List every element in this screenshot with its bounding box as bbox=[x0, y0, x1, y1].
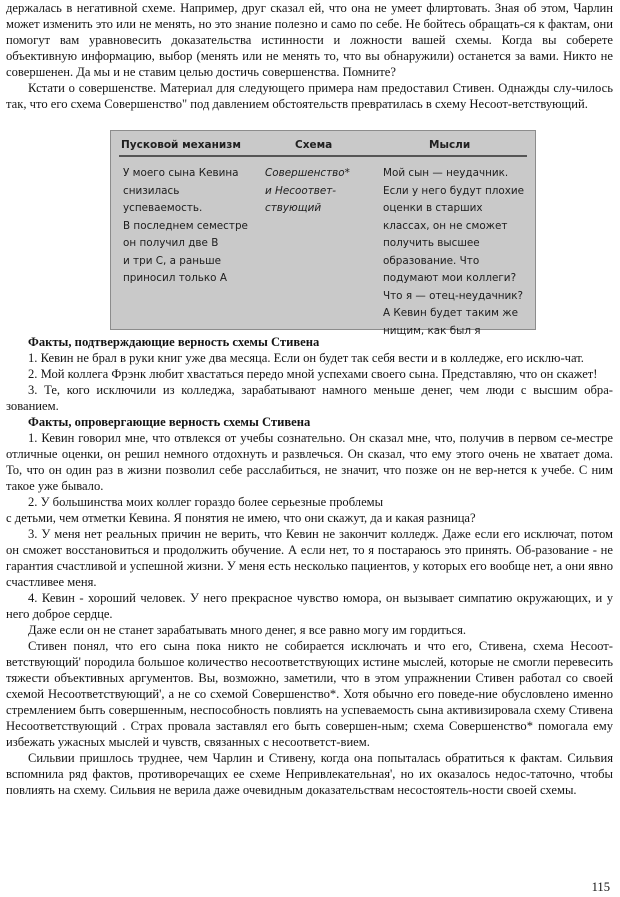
cell-line: и три С, а раньше bbox=[123, 254, 222, 267]
table-cell-thoughts bbox=[383, 165, 524, 340]
cell-line: У моего сына Кевина bbox=[123, 167, 239, 179]
paragraph: Сильвии пришлось труднее, чем Чарлин и Стивену, когда она попыталась обратиться к фактам. Сильвия вспомнила ряд фактов, противоречащих ее схеме Непривлекательная', но их оказалось недос-таточно, чтобы повлиять на схему. Сильвия не верила даже очевидным доказательствам несостоятель-ности своей схемы. bbox=[6, 751, 613, 797]
cell-line: ствующий bbox=[265, 202, 322, 214]
cell-line: А Кевин будет таким же bbox=[383, 307, 518, 319]
paragraph: Кстати о совершенстве. Материал для следующего примера нам предоставил Стивен. Однажды слу-чилось так, что его схема Совершенство" под давлением обстоятельств превратилась в схему Несоот-ветствующий. bbox=[6, 81, 613, 111]
cell-line: снизилась bbox=[123, 184, 180, 197]
cell-line: приносил только А bbox=[123, 272, 227, 284]
list-item: 1. Кевин говорил мне, что отвлекся от учебы сознательно. Он сказал мне, что, получив в первом се-местре отличные оценки, он решил немного отдохнуть и развлечься. Он сказал, что ему этого очень не хватает дома. То, что он один раз в жизни позволил себе расслабиться, не значит, что позже он не вер-нется к учебе. С ним такое уже бывало. bbox=[6, 431, 613, 493]
cell-line: он получил две В bbox=[123, 237, 219, 249]
cell-line: получить высшее bbox=[383, 237, 480, 249]
table-header-divider bbox=[119, 155, 527, 157]
list-item: 1. Кевин не брал в руки книг уже два месяца. Если он будет так себя вести и в колледже, его исклю-чат. bbox=[28, 351, 584, 365]
list-item: 2. У большинства моих коллег гораздо более серьезные проблемы bbox=[28, 495, 384, 509]
section-heading: Факты, опровергающие верность схемы Стивена bbox=[28, 415, 311, 429]
cell-line: Мой сын — неудачник. bbox=[383, 167, 509, 179]
cell-line: образование. Что bbox=[383, 254, 480, 267]
section-heading: Факты, подтверждающие верность схемы Стивена bbox=[28, 335, 320, 349]
top-text-block bbox=[6, 0, 613, 112]
cell-line: оценки в старших bbox=[383, 202, 483, 214]
cell-line: Если у него будут плохие bbox=[383, 184, 525, 197]
cell-line: Что я — отец-неудачник? bbox=[383, 289, 524, 302]
table-cell-scheme bbox=[265, 165, 350, 218]
cell-line: подумают мои коллеги? bbox=[383, 272, 517, 284]
table-header-trigger: Пусковой механизм bbox=[121, 139, 241, 151]
list-item: 3. У меня нет реальных причин не верить, что Кевин не закончит колледж. Даже если его исключат, потом он сможет восстановиться и продолжить обучение. А если нет, то я постараюсь это принять. Об-разование - не гарантия счастливой и успешной жизни. У меня есть несколько пациентов, у которых его вообще нет, а они явно счастливее меня. bbox=[6, 527, 613, 589]
cell-line: Совершенство* bbox=[265, 167, 350, 179]
paragraph: Даже если он не станет зарабатывать много денег, я все равно могу им гордиться. bbox=[28, 623, 467, 637]
table-cell-trigger bbox=[123, 165, 248, 288]
paragraph: Стивен понял, что его сына пока никто не собирается исключать и что его, Стивена, схема Несоот-ветствующий' породила большое количество несоответствующих истине мыслей, которые не смогли перевесить тяжести объективных аргументов. Вы, возможно, заметили, что в этом упражнении Стивен работал со своей схемой Несоответствующий', а не со схемой Совершенство*. Хотя обычно его поведе-ние обусловлено именно стремлением быть совершенным, неспособность повлиять на успеваемость сына активизировала схему Стивена Несоответствующий . Страх провала заставлял его быть совершен-ным; схема Совершенство* помогала ему избежать ужасных мыслей и чувств, связанных с несоответст-вием. bbox=[6, 639, 613, 749]
main-text-block bbox=[6, 334, 613, 798]
cell-line: классах, он не сможет bbox=[383, 219, 508, 232]
table-header-scheme: Схема bbox=[295, 139, 333, 151]
cell-line: В последнем семестре bbox=[123, 219, 248, 232]
cell-line: нищим, как был я bbox=[383, 324, 481, 337]
list-item: 4. Кевин - хороший человек. У него прекрасное чувство юмора, он вызывает симпатию окружающих, и у него доброе сердце. bbox=[6, 591, 613, 621]
list-item: с детьми, чем отметки Кевина. Я понятия не имею, что они скажут, да и какая разница? bbox=[6, 511, 476, 525]
page-number: 115 bbox=[591, 880, 610, 894]
paragraph: держалась в негативной схеме. Например, друг сказал ей, что она не умеет флиртовать. Зная об этом, Чарлин может изменить это или не менять, но это знание полезно и само по себе. Не бойтесь обращать-ся к фактам, они помогут вам уравновесить доказательства истинности и ложности вашей схемы. Когда вы соберете объективную информацию, выбор (менять или не менять то, что вы обнаружили) останется за вами. Никто не совершенен. Да мы и не ставим целью достичь совершенства. Помните? bbox=[6, 1, 613, 79]
list-item: 3. Те, кого исключили из колледжа, зарабатывают намного меньше денег, чем люди с высшим обра-зованием. bbox=[6, 383, 613, 413]
cell-line: успеваемость. bbox=[123, 202, 203, 214]
scheme-table-figure bbox=[110, 130, 536, 337]
list-item: 2. Мой коллега Фрэнк любит хвастаться передо мной успехами своего сына. Представляю, что он скажет! bbox=[28, 367, 598, 381]
cell-line: и Несоответ- bbox=[265, 184, 337, 197]
table-header-thoughts: Мысли bbox=[429, 139, 471, 151]
